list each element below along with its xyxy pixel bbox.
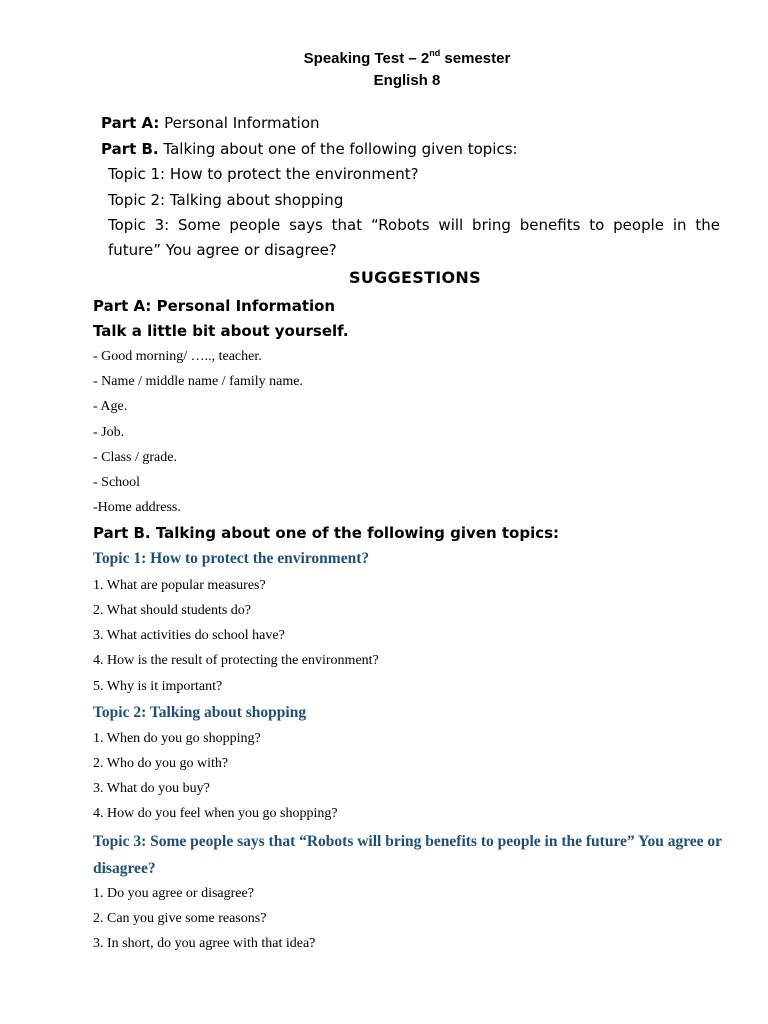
intro-topic-3-line-1: Topic 3: Some people says that “Robots will bring benefits to people in the	[108, 216, 720, 234]
intro-part-a-label: Part A:	[101, 114, 160, 132]
intro-topic-3-line-2: future” You agree or disagree?	[108, 241, 337, 259]
list-item: - Class / grade.	[93, 450, 177, 465]
title-suffix: semester	[440, 50, 511, 67]
list-item: - School	[93, 475, 141, 490]
intro-part-a-text: Personal Information	[159, 114, 320, 132]
intro-part-a	[101, 114, 320, 132]
list-item: 3. What activities do school have?	[93, 628, 285, 643]
topic-2-heading: Topic 2: Talking about shopping	[93, 704, 307, 721]
list-item: - Age.	[93, 399, 128, 414]
title-prefix: Speaking Test – 2	[303, 50, 430, 67]
topic-3-heading: Topic 3: Some people says that “Robots will bring benefits to people in the future” You agree or disagree?	[93, 833, 722, 877]
list-item: 4. How do you feel when you go shopping?	[93, 806, 338, 821]
list-item: 5. Why is it important?	[93, 679, 223, 694]
list-item: - Good morning/ ….., teacher.	[93, 349, 262, 364]
topic-1-heading: Topic 1: How to protect the environment?	[93, 550, 370, 567]
part-a-subheading: Talk a little bit about yourself.	[93, 322, 349, 340]
list-item: - Name / middle name / family name.	[93, 374, 303, 389]
list-item: -Home address.	[93, 500, 181, 515]
list-item: 1. Do you agree or disagree?	[93, 886, 254, 901]
title-superscript: nd	[429, 48, 441, 58]
list-item: 1. What are popular measures?	[93, 578, 266, 593]
list-item: 2. Can you give some reasons?	[93, 911, 267, 926]
list-item: 3. In short, do you agree with that idea?	[93, 936, 316, 951]
list-item: 1. When do you go shopping?	[93, 731, 261, 746]
part-b-heading: Part B. Talking about one of the following given topics:	[93, 524, 560, 542]
intro-topic-2: Topic 2: Talking about shopping	[108, 191, 344, 209]
list-item: 4. How is the result of protecting the environment?	[93, 653, 379, 668]
intro-part-b-text: Talking about one of the following given topics:	[158, 140, 518, 158]
suggestions-heading: SUGGESTIONS	[349, 268, 481, 287]
list-item: 2. Who do you go with?	[93, 756, 229, 771]
intro-part-b-label: Part B.	[101, 140, 159, 158]
part-a-heading: Part A: Personal Information	[93, 297, 336, 315]
intro-topic-1: Topic 1: How to protect the environment?	[108, 165, 419, 183]
list-item: 2. What should students do?	[93, 603, 252, 618]
list-item: - Job.	[93, 425, 125, 440]
intro-part-b	[101, 140, 518, 158]
list-item: 3. What do you buy?	[93, 781, 210, 796]
page-title	[0, 50, 768, 67]
page-subtitle: English 8	[373, 72, 441, 89]
